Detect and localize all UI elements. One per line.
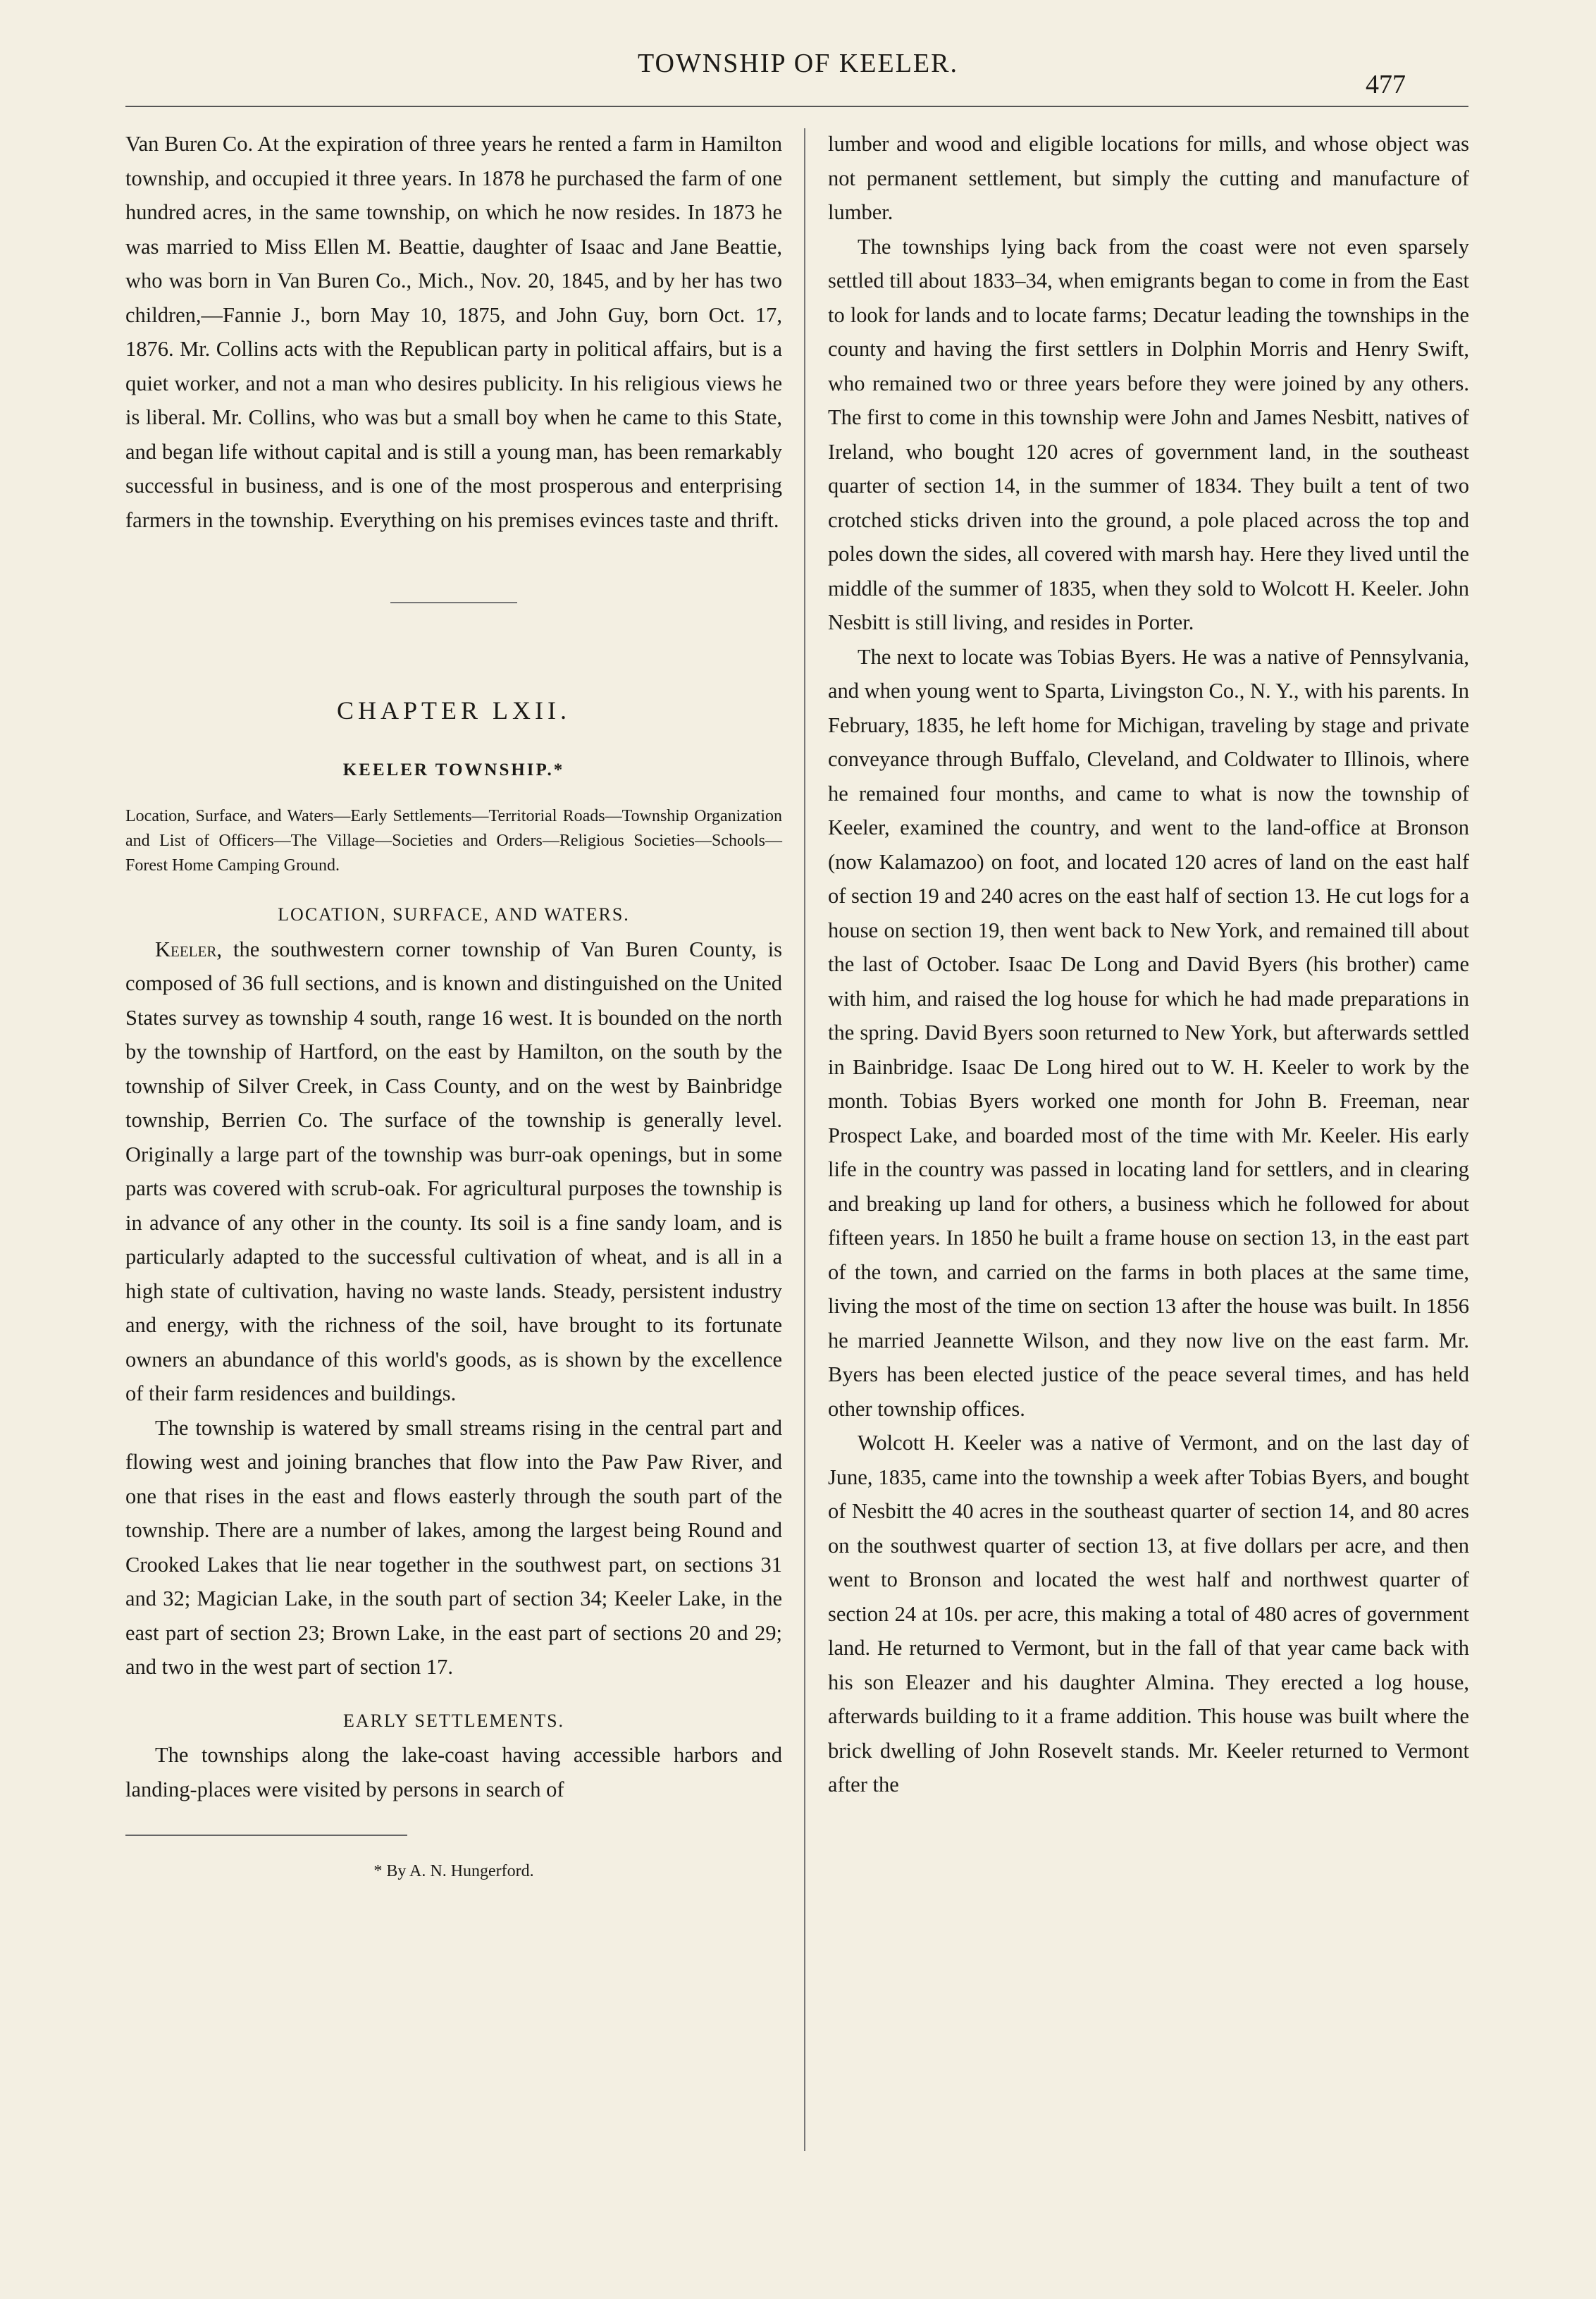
chapter-subheading: KEELER TOWNSHIP.* [342,760,565,779]
left-continuation-paragraph: Van Buren Co. At the expiration of three years he rented a farm in Hamilton township, and occupied it three years. In 1878 he purchased the farm of one hundred acres, in the same township, on which he now resides. In 1873 he was married to Miss Ellen M. Beattie, daughter of Isaac and Jane Beattie, who was born in Van Buren Co., Mich., Nov. 20, 1845, and by her has two children,—Fannie J., born May 10, 1875, and John Guy, born Oct. 17, 1876. Mr. Collins acts with the Republican party in political affairs, but is a quiet worker, and not a man who desires publicity. In his religious views he is liberal. Mr. Collins, who was but a small boy when he came to this State, and began life without capital and is still a young man, has been remarkably successful in business, and is one of the most prosperous and enterprising farmers in the township. Everything on his premises evinces taste and thrift. [125,132,782,532]
footnote: * By A. N. Hungerford. [373,1862,534,1880]
header-rule [125,106,1468,107]
chapter-synopsis: Location, Surface, and Waters—Early Settlements—Territorial Roads—Township Organization and List of Officers—The Village—Societies and Orders—Religious Societies—Schools—Forest Home Camping Ground. [125,807,782,875]
column-divider [804,128,805,2151]
paragraph-location-text: , the southwestern corner township of Van Buren County, is composed of 36 full sections, and is known and distinguished on the United States survey as township 4 south, range 16 west. It is bounded on the north by the township of Hartford, on the east by Hamilton, on the south by the township of Silver Creek, in Cass County, and on the west by Bainbridge township, Berrien Co. The surface of the township is generally level. Originally a large part of the township was burr-oak openings, but in some parts was covered with scrub-oak. For agricultural purposes the township is in advance of any other in the county. Its soil is a fine sandy loam, and is particularly adapted to the successful cultivation of wheat, and is all in a high state of cultivation, having no waste lands. Steady, persistent industry and energy, with the richness of the soil, have brought to its fortunate owners an abundance of this world's goods, as is shown by the excellence of their farm residences and buildings. [125,937,782,1405]
section-heading-location: LOCATION, SURFACE, AND WATERS. [278,904,630,925]
paragraph-tobias-byers: The next to locate was Tobias Byers. He was a native of Pennsylvania, and when young went to Sparta, Livingston Co., N. Y., with his parents. In February, 1835, he left home for Michigan, traveling by stage and private conveyance through Buffalo, Cleveland, and Coldwater to Illinois, where he remained four months, and came to what is now the township of Keeler, examined the country, and went to the land-office at Bronson (now Kalamazoo) on foot, and located 120 acres of land on the east half of section 19 and 240 acres on the east half of section 13. He cut logs for a house on section 19, then went back to New York, and remained till about the last of October. Isaac De Long and David Byers (his brother) came with him, and raised the log house for which he had made preparations in the spring. David Byers soon returned to New York, but afterwards settled in Bainbridge. Isaac De Long hired out to W. H. Keeler to work by the month. Tobias Byers worked one month for John B. Freeman, near Prospect Lake, and boarded most of the time with Mr. Keeler. His early life in the country was passed in locating land for settlers, and in clearing and breaking up land for others, a business which he followed for about fifteen years. In 1850 he built a frame house on section 13, in the east part of the town, and carried on the farms in both places at the same time, living the most of the time on section 13 after the house was built. In 1856 he married Jeannette Wilson, and they now live on the east farm. Mr. Byers has been elected justice of the peace several times, and has held other township offices. [828,644,1469,1421]
running-title: TOWNSHIP OF KEELER. [638,49,958,78]
paragraph-waters: The township is watered by small streams rising in the central part and flowing west and joining branches that flow into the Paw Paw River, and one that rises in the east and flows easterly through the south part of the township. There are a number of lakes, among the largest being Round and Crooked Lakes that lie near together in the southwest part, on sections 31 and 32; Magician Lake, in the south part of section 34; Keeler Lake, in the east part of section 23; Brown Lake, in the east part of sections 20 and 29; and two in the west part of section 17. [125,1415,782,1679]
paragraph-first-settlers: The townships lying back from the coast were not even sparsely settled till about 1833–34, when emigrants began to come in from the East to look for lands and to locate farms; Decatur leading the townships in the county and having the first settlers in Dolphin Morris and Henry Swift, who remained two or three years before they were joined by any others. The first to come in this township were John and James Nesbitt, natives of Ireland, who bought 120 acres of government land, in the southeast quarter of section 14, in the summer of 1834. They built a tent of two crotched sticks driven into the ground, a pole placed across the top and poles down the sides, all covered with marsh hay. Here they lived until the middle of the summer of 1835, when they sold to Wolcott H. Keeler. John Nesbitt is still living, and resides in Porter. [828,234,1469,634]
page-number: 477 [1366,70,1406,99]
left-column [125,127,782,1889]
paragraph-location [125,932,782,1411]
paragraph-lead-word: Keeler [155,937,217,961]
right-continuation-paragraph: lumber and wood and eligible locations for mills, and whose object was not permanent settlement, but simply the cutting and manufacture of lumber. [828,132,1469,224]
footnote-rule [125,1835,407,1836]
section-separator [390,602,517,603]
section-heading-early-settlements: EARLY SETTLEMENTS. [342,1710,565,1731]
chapter-heading: CHAPTER LXII. [337,696,571,725]
right-column [828,127,1469,1802]
paragraph-wolcott-keeler: Wolcott H. Keeler was a native of Vermont, and on the last day of June, 1835, came into the township a week after Tobias Byers, and bought of Nesbitt the 40 acres in the southeast quarter of section 14, and 80 acres on the southwest quarter of section 13, at five dollars per acre, and then went to Bronson and located the west half and northwest quarter of section 24 at 10s. per acre, this making a total of 480 acres of government land. He returned to Vermont, but in the fall of that year came back with his son Eleazer and his daughter Almina. They erected a log house, afterwards building to it a frame addition. This house was built where the brick dwelling of John Rosevelt stands. Mr. Keeler returned to Vermont after the [828,1431,1469,1796]
paragraph-early-settlements: The townships along the lake-coast having accessible harbors and landing-places were visited by persons in search of [125,1743,782,1801]
